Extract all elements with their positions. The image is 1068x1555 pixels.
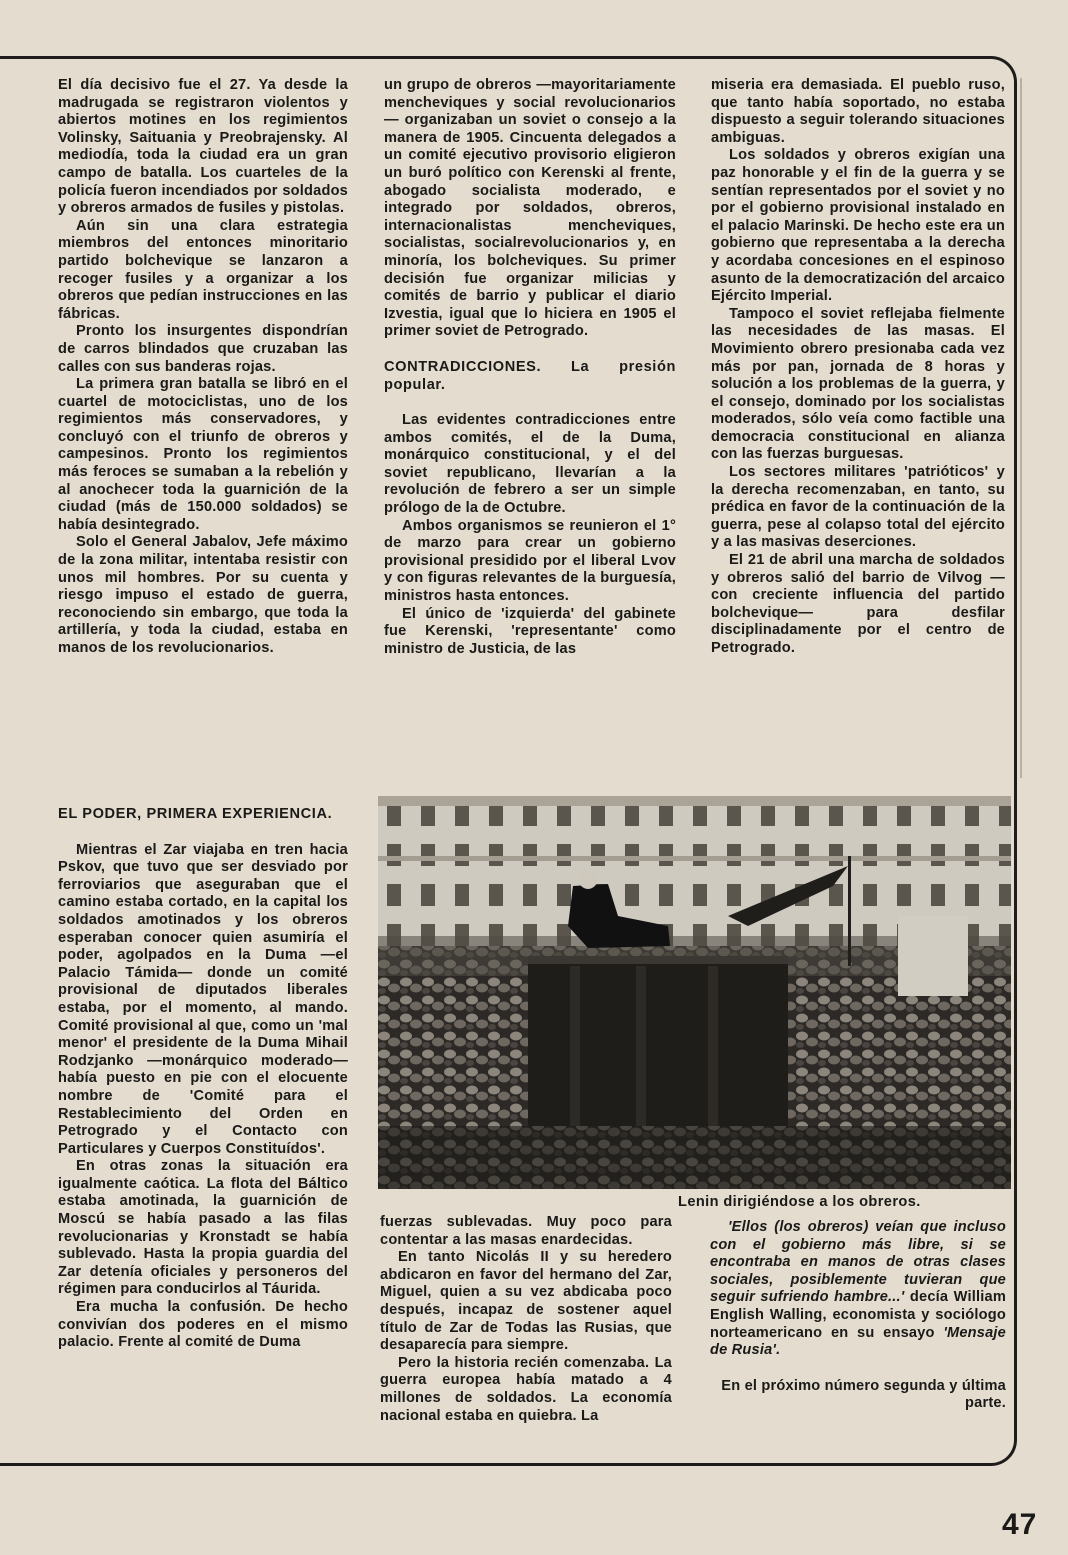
column-2 [384, 77, 676, 658]
paragraph: Aún sin una clara estrategia miembros del entonces minoritario partido bolchevique se lanzaron a recoger fusiles y a organizar a los obreros que pedían instrucciones en las fábricas. [58, 217, 348, 322]
column-3-lower [710, 1219, 1006, 1413]
paragraph: Las evidentes contradicciones entre ambos comités, el de la Duma, monárquico constitucional, y el del soviet republicano, llevarían a la revolución de febrero a ser un simple prólogo de la de Octubre. [384, 412, 676, 517]
photo-caption: Lenin dirigiéndose a los obreros. [678, 1194, 921, 1210]
paragraph: Pronto los insurgentes dispondrían de carros blindados que cruzaban las calles con sus banderas rojas. [58, 323, 348, 375]
next-issue-note: En el próximo número segunda y última parte. [721, 1377, 1006, 1412]
paragraph: Tampoco el soviet reflejaba fielmente las necesidades de las masas. El Movimiento obrero presionaba cada vez más por pan, jornada de 8 horas y solución a los problemas de la guerra, y el consejo, dominado por los socialistas moderados, sólo veía como factible una democracia constitucional en alianza con las fuerzas burguesas. [711, 305, 1005, 463]
paragraph: La primera gran batalla se libró en el cuartel de motociclistas, uno de los regimientos más conservadores, y concluyó con el triunfo de obreros y campesinos. Pronto los regimientos más feroces se sumaban a la rebelión y al anochecer toda la guarnición de la ciudad (más de 150.000 soldados) se había desintegrado. [58, 376, 348, 533]
paragraph: Ambos organismos se reunieron el 1° de marzo para crear un gobierno provisional presidido por el liberal Lvov y con figuras relevantes de la burguesía, ministros hasta entonces. [384, 517, 676, 605]
paragraph: Pero la historia recién comenzaba. La guerra europea había matado a 4 millones de soldados. La economía nacional estaba en quiebra. La [380, 1354, 672, 1424]
paragraph: un grupo de obreros —mayoritariamente mencheviques y social revolucionarios— organizaban un soviet o consejo a la manera de 1905. Cincuenta delegados a un comité ejecutivo provisorio eligieron un buró político con Kerenski al frente, abogado socialista moderado, e integrado por soldados, obreros, internacionalistas mencheviques, socialistas, socialrevolucionarios y, en minoría, los bolcheviques. Su primer decisión fue organizar milicias y comités de barrio y publicar el diario Izvestia, igual que lo hiciera en 1905 el primer soviet de Petrogrado. [384, 77, 676, 340]
paragraph: fuerzas sublevadas. Muy poco para contentar a las masas enardecidas. [380, 1214, 672, 1248]
quote-attribution: decía William English Walling, economista y sociólogo norteamericano en su ensayo [710, 1289, 1007, 1341]
column-1 [58, 77, 348, 658]
section-heading: EL PODER, PRIMERA EXPERIENCIA. [58, 806, 333, 822]
paragraph: Los soldados y obreros exigían una paz honorable y el fin de la guerra y se sentían representados por el soviet y no por el gobierno provisional instalado en el palacio Marinski. De hecho este era un gobierno que representaba a la derecha y acordaba concesiones en el espinoso asunto de la democratización del arcaico Ejército Imperial. [711, 147, 1005, 305]
column-1-lower [58, 806, 348, 1352]
quote-text: 'Ellos (los obreros) veían que incluso con el gobierno más libre, si se encontraba en manos de otras clases sociales, posiblemente tuvieran que seguir sufriendo hambre...' [710, 1219, 1006, 1306]
column-3 [711, 77, 1005, 658]
paragraph: Mientras el Zar viajaba en tren hacia Pskov, que tuvo que ser desviado por ferroviarios que aseguraban que el camino estaba cortado, en la capital los soldados amotinados y los obreros esperaban conocer quien asumiría el poder, agolpados en la Duma —el Palacio Támida— donde un comité provisional de diputados liberales estaba, por el momento, al mando. Comité provisional al que, como un 'mal menor' el presidente de la Duma Mihail Rodzjanko —monárquico moderado— había puesto en pie con el elocuente nombre de 'Comité para el Restablecimiento del Orden en Petrogrado y el Contacto con Particulares y Cuerpos Constituídos'. [58, 841, 348, 1157]
paragraph: Solo el General Jabalov, Jefe máximo de la zona militar, intentaba resistir con unos mil hombres. Por su cuenta y riesgo impuso el estado de guerra, reconociendo sin embargo, que toda la artillería, y toda la ciudad, estaba en manos de los revolucionarios. [58, 534, 348, 656]
paragraph: El día decisivo fue el 27. Ya desde la madrugada se registraron violentos y abiertos motines en los regimientos Volinsky, Saituania y Preobrajensky. Al mediodía, toda la ciudad era un gran campo de batalla. Los cuarteles de la policía fueron incendiados por soldados y obreros armados de fusiles y pistolas. [58, 77, 348, 217]
paragraph: En otras zonas la situación era igualmente caótica. La flota del Báltico estaba amotinada, la guarnición de Moscú se había pasado a las filas revolucionarias y Kronstadt se había sublevado. Hasta la propia guardia del Zar detenía oficiales y personeros del régimen para conducirlos al Táurida. [58, 1158, 348, 1298]
photo-lenin-speaking [378, 796, 1011, 1189]
photo-illustration [378, 796, 1011, 1189]
essay-title: 'Mensaje de Rusia'. [710, 1324, 1006, 1359]
paragraph: Era mucha la confusión. De hecho convivían dos poderes en el mismo palacio. Frente al comité de Duma [58, 1299, 348, 1351]
section-heading: CONTRADICCIONES. La presión popular. [384, 358, 676, 393]
right-column-rule [1020, 78, 1022, 778]
paragraph: miseria era demasiada. El pueblo ruso, que tanto había soportado, no estaba dispuesto a seguir tolerando situaciones ambiguas. [711, 77, 1005, 146]
column-2-lower [380, 1214, 672, 1425]
quote-paragraph [710, 1219, 1006, 1360]
paragraph: Los sectores militares 'patrióticos' y la derecha recomenzaban, en tanto, su prédica en favor de la continuación de la guerra, pese al colapso total del ejército y a las masivas deserciones. [711, 464, 1005, 551]
paragraph: El único de 'izquierda' del gabinete fue Kerenski, 'representante' como ministro de Justicia, de las [384, 605, 676, 657]
paragraph: En tanto Nicolás II y su heredero abdicaron en favor del hermano del Zar, Miguel, quien a su vez abdicaba poco después, incapaz de sostener aquel título de Zar de Todas las Rusias, que desaparecía para siempre. [380, 1249, 672, 1354]
page-number: 47 [1002, 1508, 1038, 1541]
paragraph: El 21 de abril una marcha de soldados y obreros salió del barrio de Vilvog —con creciente influencia del partido bolchevique— para desfilar disciplinadamente por el centro de Petrogrado. [711, 552, 1005, 656]
